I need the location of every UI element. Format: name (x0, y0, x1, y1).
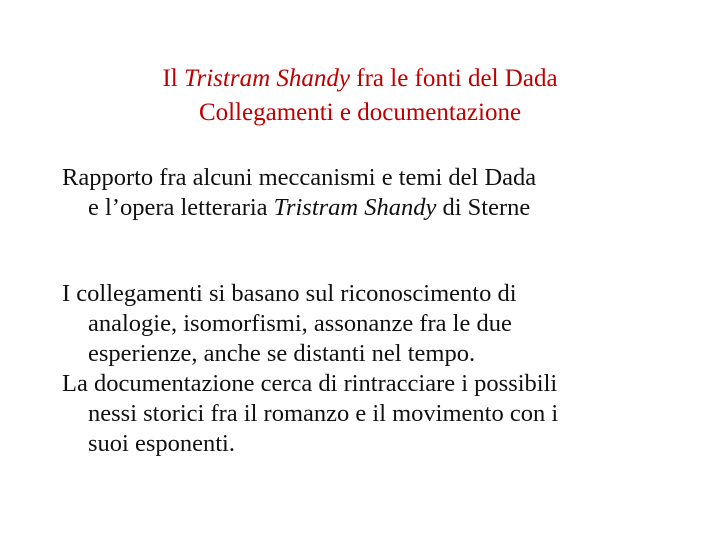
paragraph-2-line-2: analogie, isomorfismi, assonanze fra le due (88, 310, 512, 337)
paragraph-1-line-2-pre: e l’opera letteraria (88, 194, 274, 221)
title-line-2: Collegamenti e documentazione (198, 99, 522, 126)
paragraph-1-line-2-italic: Tristram Shandy (273, 194, 437, 221)
paragraph-3-line-1: La documentazione cerca di rintracciare i possibili (62, 370, 558, 397)
paragraph-1-line-2-post: di Sterne (436, 194, 531, 221)
paragraph-3 (62, 369, 682, 459)
paragraph-3-line-3: suoi esponenti. (88, 430, 235, 457)
paragraph-2 (62, 279, 682, 369)
paragraph-3-line-2: nessi storici fra il romanzo e il movimento con i (88, 400, 559, 427)
paragraph-1 (62, 163, 682, 223)
paragraph-2-line-1: I collegamenti si basano sul riconoscimento di (62, 280, 517, 307)
title-line-1-italic: Tristram Shandy (183, 65, 350, 92)
paragraph-1-line-1: Rapporto fra alcuni meccanismi e temi del Dada (62, 164, 537, 191)
paragraph-1-line-2 (62, 193, 682, 223)
title-line-1-pre: Il (162, 65, 184, 92)
paragraph-2-line-3: esperienze, anche se distanti nel tempo. (88, 340, 476, 367)
title-line-1 (0, 62, 720, 96)
title-line-1-post: fra le fonti del Dada (350, 65, 558, 92)
slide-title (0, 62, 720, 130)
